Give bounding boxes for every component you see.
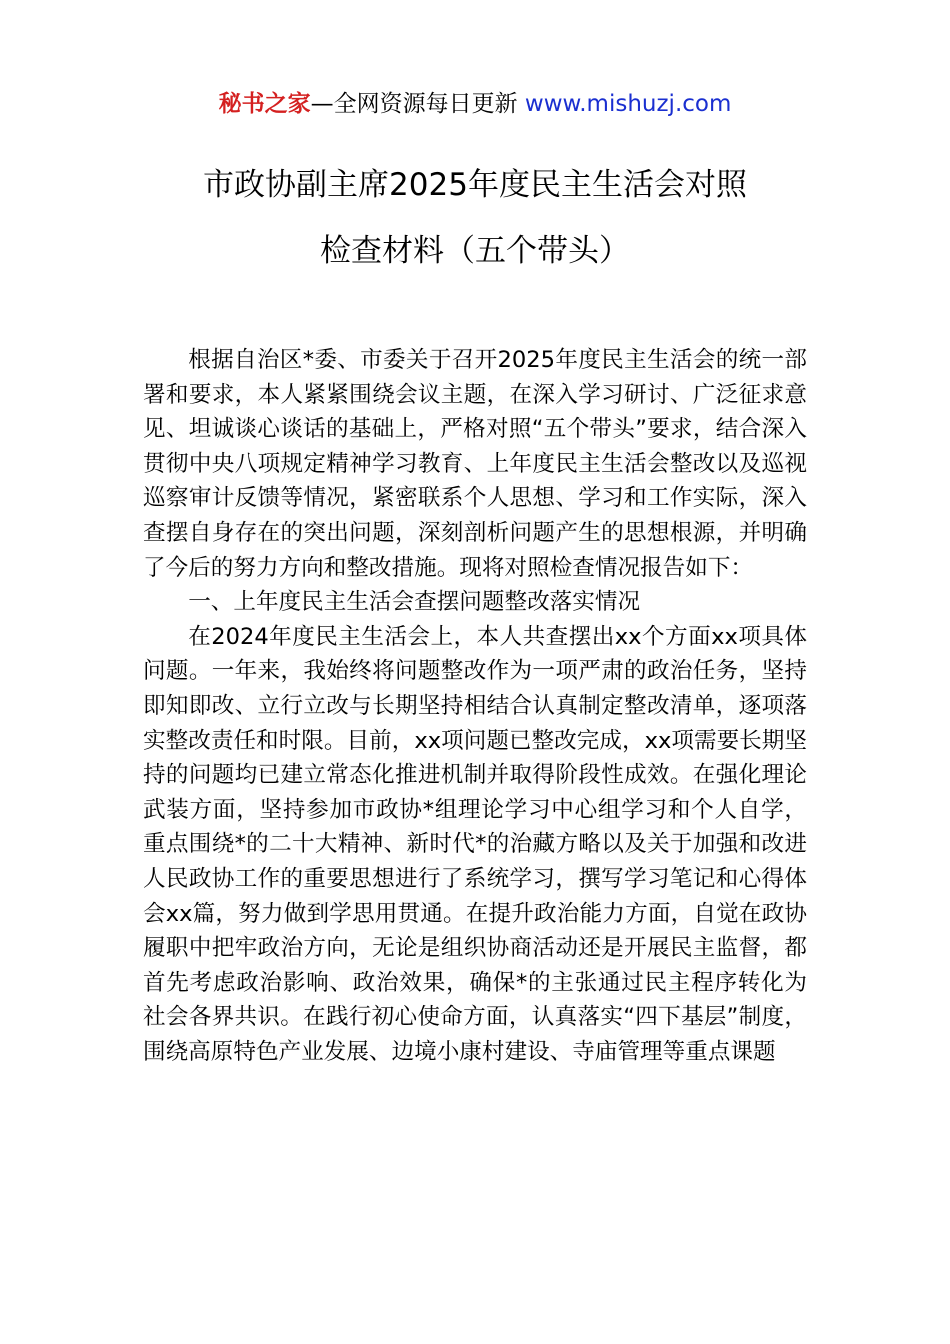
document-title [0,160,950,276]
section-heading-1: 一、上年度民主生活会查摆问题整改落实情况 [188,589,641,616]
document-title-line-2: 检查材料（五个带头） [320,233,630,269]
site-brand: 秘书之家 [218,91,311,117]
document-body [143,343,807,1069]
site-header [0,88,950,120]
site-tagline: —全网资源每日更新 [310,91,518,117]
site-url-link[interactable]: www.mishuzj.com [524,91,732,117]
document-title-line-1: 市政协副主席2025年度民主生活会对照 [203,167,747,203]
body-paragraph-rectification: 在2024年度民主生活会上，本人共查摆出xx个方面xx项具体问题。一年来，我始终将问题整改作为一项严肃的政治任务，坚持即知即改、立行立改与长期坚持相结合认真制定整改清单，逐项落实整改责任和时限。目前，xx项问题已整改完成，xx项需要长期坚持的问题均已建立常态化推进机制并取得阶段性成效。在强化理论武装方面，坚持参加市政协*组理论学习中心组学习和个人自学，重点围绕*的二十大精神、新时代*的治藏方略以及关于加强和改进人民政协工作的重要思想进行了系统学习，撰写学习笔记和心得体会xx篇，努力做到学思用贯通。在提升政治能力方面，自觉在政协履职中把牢政治方向，无论是组织协商活动还是开展民主监督，都首先考虑政治影响、政治效果，确保*的主张通过民主程序转化为社会各界共识。在践行初心使命方面，认真落实“四下基层”制度，围绕高原特色产业发展、边境小康村建设、寺庙管理等重点课题 [143,623,807,1065]
body-paragraph-intro: 根据自治区*委、市委关于召开2025年度民主生活会的统一部署和要求，本人紧紧围绕会议主题，在深入学习研讨、广泛征求意见、坦诚谈心谈话的基础上，严格对照“五个带头”要求，结合深入贯彻中央八项规定精神学习教育、上年度民主生活会整改以及巡视巡察审计反馈等情况，紧密联系个人思想、学习和工作实际，深入查摆自身存在的突出问题，深刻剖析问题产生的思想根源，并明确了今后的努力方向和整改措施。现将对照检查情况报告如下： [143,347,807,581]
